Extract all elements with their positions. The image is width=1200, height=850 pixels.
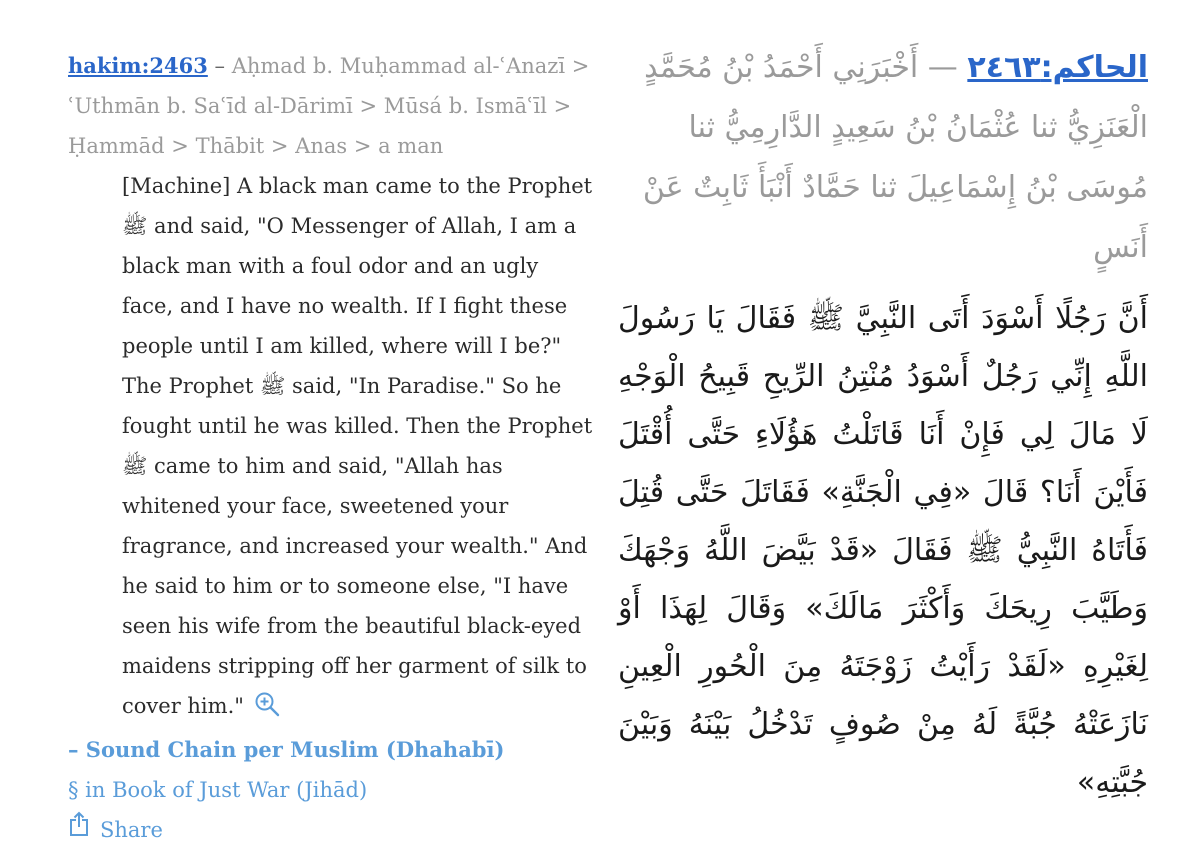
arabic-chain-separator: — (918, 50, 968, 85)
share-button[interactable] (68, 810, 593, 850)
arabic-reference-link[interactable]: الحاكم:٢٤٦٣ (967, 50, 1148, 85)
hadith-translation (68, 166, 593, 730)
narrator-chain-text: Aḥmad b. Muḥammad al-ʿAnazī > ʿUthmān b. Saʿīd al-Dārimī > Mūsá b. Ismāʿīl > Ḥammād > Thābit > Anas > a man (68, 54, 590, 158)
chain-separator: – (207, 54, 232, 78)
english-panel (68, 46, 593, 850)
translation-text: [Machine] A black man came to the Prophet ﷺ and said, "O Messenger of Allah, I am a black man with a foul odor and an ugly face, and I have no wealth. If I fight these people until I am killed, where will I be?" The Prophet ﷺ said, "In Paradise." So he fought until he was killed. Then the Prophet ﷺ came to him and said, "Allah has whitened your face, sweetened your fragrance, and increased your wealth." And he said to him or to someone else, "I have seen his wife from the beautiful black-eyed maidens stripping off her garment of silk to cover him." (122, 174, 593, 718)
grade-label[interactable]: – Sound Chain per Muslim (Dhahabī) (68, 737, 505, 762)
share-label: Share (100, 818, 163, 842)
hadith-reference-link[interactable]: hakim:2463 (68, 53, 208, 78)
magnify-plus-icon[interactable] (254, 690, 280, 730)
arabic-hadith-text: أَنَّ رَجُلًا أَسْوَدَ أَتَى النَّبِيَّ ﷺ فَقَالَ يَا رَسُولَ اللَّهِ إِنِّي رَجُلٌ أَسْوَدُ مُنْتِنُ الرِّيحِ قَبِيحُ الْوَجْهِ لَا مَالَ لِي فَإِنْ أَنَا قَاتَلْتُ هَؤُلَاءِ حَتَّى أُقْتَلَ فَأَيْنَ أَنَا؟ قَالَ «فِي الْجَنَّةِ» فَقَاتَلَ حَتَّى قُتِلَ فَأَتَاهُ النَّبِيُّ ﷺ فَقَالَ «قَدْ بَيَّضَ اللَّهُ وَجْهَكَ وَطَيَّبَ رِيحَكَ وَأَكْثَرَ مَالَكَ» وَقَالَ لِهَذَا أَوْ لِغَيْرِهِ «لَقَدْ رَأَيْتُ زَوْجَتَهُ مِنَ الْحُورِ الْعِينِ نَازَعَتْهُ جُبَّةً لَهُ مِنْ صُوفٍ تَدْخُلُ بَيْنَهُ وَبَيْنَ جُبَّتِهِ» (618, 301, 1148, 800)
narrator-chain (68, 46, 593, 166)
next-hadith-cutoff (650, 786, 1150, 804)
arabic-chain-text: أَخْبَرَنِي أَحْمَدُ بْنُ مُحَمَّدٍ الْعَنَزِيُّ ثنا عُثْمَانُ بْنُ سَعِيدٍ الدَّارِمِيُّ ثنا مُوسَى بْنُ إِسْمَاعِيلَ ثنا حَمَّادٌ أَنْبَأَ ثَابِتٌ عَنْ أَنَسٍ (642, 50, 1148, 265)
arabic-narrator-chain (618, 38, 1148, 278)
book-link[interactable]: § in Book of Just War (Jihād) (68, 778, 368, 802)
share-icon (68, 810, 100, 850)
arabic-panel (618, 38, 1148, 812)
